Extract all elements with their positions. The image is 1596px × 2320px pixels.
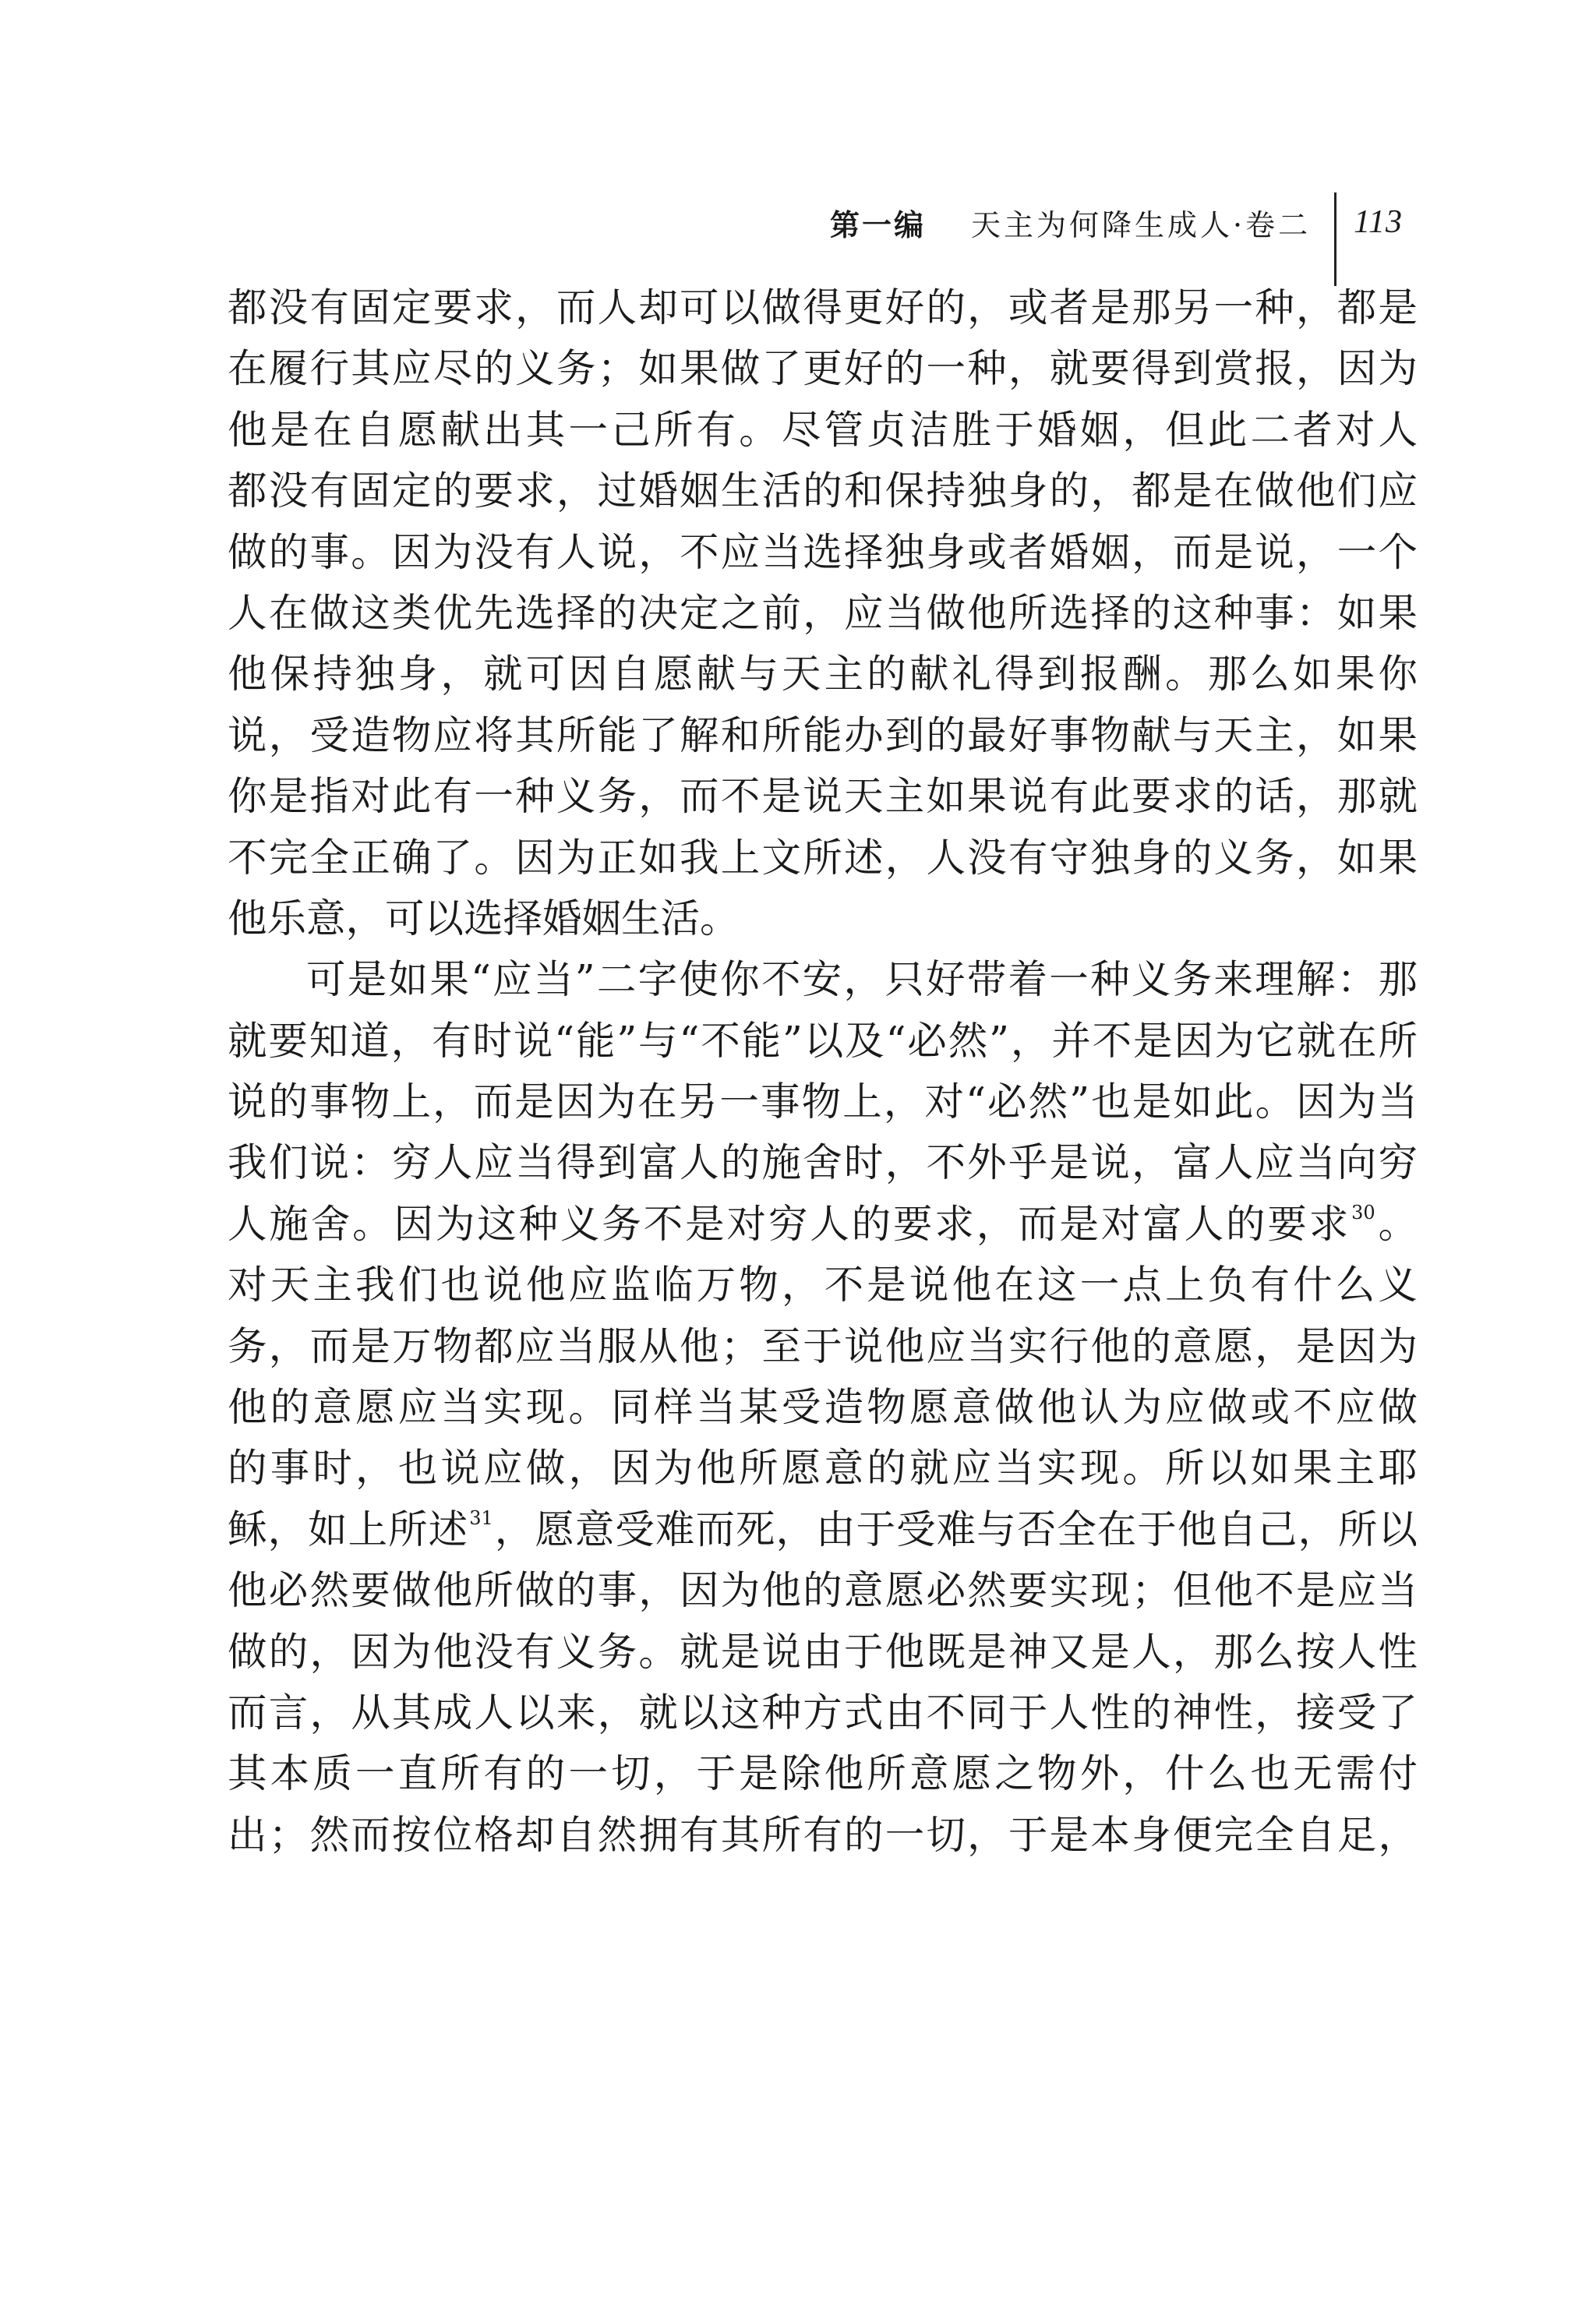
text-segment: 稣，如上所述 xyxy=(228,1506,469,1552)
text-line-with-note xyxy=(228,1194,1418,1255)
text-line: 他必然要做他所做的事，因为他的意愿必然要实现；但他不是应当 xyxy=(228,1567,1418,1614)
text-segment: 。 xyxy=(1375,1200,1418,1247)
text-line: 务，而是万物都应当服从他；至于说他应当实行他的意愿，是因为 xyxy=(228,1322,1418,1369)
footnote-marker: 30 xyxy=(1351,1202,1375,1224)
footnote-marker: 31 xyxy=(469,1506,493,1529)
text-line: 都没有固定的要求，过婚姻生活的和保持独身的，都是在做他们应 xyxy=(228,468,1418,514)
text-line: 就要知道，有时说“能”与“不能”以及“必然”，并不是因为它就在所 xyxy=(228,1017,1418,1064)
text-line: 其本质一直所有的一切，于是除他所意愿之物外，什么也无需付 xyxy=(228,1750,1418,1797)
text-line: 你是指对此有一种义务，而不是说天主如果说有此要求的话，那就 xyxy=(228,773,1418,820)
text-line: 人在做这类优先选择的决定之前，应当做他所选择的这种事：如果 xyxy=(228,589,1418,636)
text-line: 说，受造物应将其所能了解和所能办到的最好事物献与天主，如果 xyxy=(228,712,1418,758)
text-line: 做的事。因为没有人说，不应当选择独身或者婚姻，而是说，一个 xyxy=(228,528,1418,575)
text-line: 他乐意，可以选择婚姻生活。 xyxy=(228,895,740,941)
text-line: 的事时，也说应做，因为他所愿意的就应当实现。所以如果主耶 xyxy=(228,1445,1418,1492)
text-line: 他是在自愿献出其一己所有。尽管贞洁胜于婚姻，但此二者对人 xyxy=(228,406,1418,453)
text-line: 出；然而按位格却自然拥有其所有的一切，于是本身便完全自足， xyxy=(228,1811,1418,1858)
body-text xyxy=(228,277,1418,1866)
header-divider xyxy=(1334,192,1336,286)
text-segment: 人施舍。因为这种义务不是对穷人的要求，而是对富人的要求 xyxy=(228,1200,1351,1247)
text-line: 做的，因为他没有义务。就是说由于他既是神又是人，那么按人性 xyxy=(228,1628,1418,1675)
text-segment: ，愿意受难而死，由于受难与否全在于他自己，所以 xyxy=(493,1506,1418,1552)
text-line: 他保持独身，就可因自愿献与天主的献礼得到报酬。那么如果你 xyxy=(228,651,1418,697)
text-line: 我们说：穷人应当得到富人的施舍时，不外乎是说，富人应当向穷 xyxy=(228,1139,1418,1186)
text-line: 在履行其应尽的义务；如果做了更好的一种，就要得到赏报，因为 xyxy=(228,345,1418,392)
running-header xyxy=(830,193,1403,251)
header-section: 第一编 xyxy=(830,207,927,242)
page-number: 113 xyxy=(1354,204,1403,240)
text-line: 可是如果“应当”二字使你不安，只好带着一种义务来理解：那 xyxy=(306,956,1418,1003)
text-line: 对天主我们也说他应监临万物，不是说他在这一点上负有什么义 xyxy=(228,1262,1418,1308)
text-line-with-note xyxy=(228,1499,1418,1560)
text-line: 他的意愿应当实现。同样当某受造物愿意做他认为应做或不应做 xyxy=(228,1384,1418,1431)
text-line: 不完全正确了。因为正如我上文所述，人没有守独身的义务，如果 xyxy=(228,834,1418,881)
text-line: 都没有固定要求，而人却可以做得更好的，或者是那另一种，都是 xyxy=(228,284,1418,330)
text-line: 说的事物上，而是因为在另一事物上，对“必然”也是如此。因为当 xyxy=(228,1079,1418,1125)
header-title: 天主为何降生成人·卷二 xyxy=(971,207,1312,242)
text-line: 而言，从其成人以来，就以这种方式由不同于人性的神性，接受了 xyxy=(228,1689,1418,1736)
